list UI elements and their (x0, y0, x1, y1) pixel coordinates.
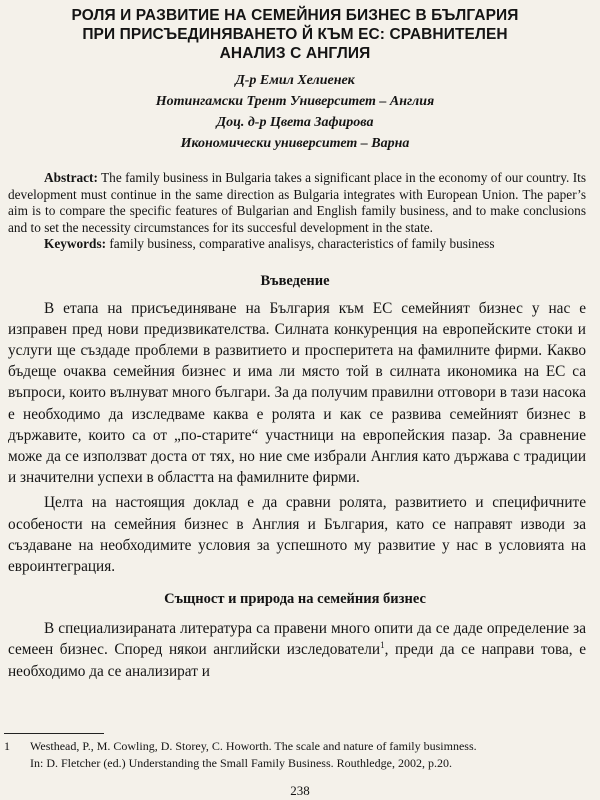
keywords-text: family business, comparative analisys, characteristics of family business (106, 236, 495, 251)
paper-title (4, 6, 586, 63)
abstract (8, 170, 586, 236)
body-paragraph: В етапа на присъединяване на България към ЕС семейният бизнес у нас е изправен пред нови предизвикателства. Силната конкуренция на европейските стоки и услуги ще създаде проблеми в развитието и просперитета на фамилните фирми. Какво бъдеще очаква семейния бизнес и има ли място той в силната икономика на ЕС са въпроси, които вълнуват много българи. За да получим правилни отговори в тази насока е необходимо да изследваме каква е ролята и как се развива семейният бизнес в държавите, които са от „по-старите“ участници на европейския пазар. За сравнение може да се използват доста от тях, но ние сме избрали Англия като държава с традиции и значителни успехи в областта на фамилните фирми. (8, 299, 586, 487)
author-affiliation: Нотингамски Трент Университет – Англия (155, 94, 435, 109)
body-paragraph: Целта на настоящия доклад е да сравни ролята, развитието и специфичните особености на семейния бизнес в Англия и България, като се направят изводи за създаване на необходимите условия за успешното му развитие у нас в условията на евроинтеграция. (8, 494, 586, 575)
abstract-text: The family business in Bulgaria takes a significant place in the economy of our country. Its development must continue in the same direction as Bulgaria integrates with European Union. The paper’s aim is to compare the specific features of Bulgarian and English family business, and to make conclusions and to set the necessity circumstances for its succesful development in the state. (8, 170, 586, 235)
title-line: ПРИ ПРИСЪЕДИНЯВАНЕТО Й КЪМ ЕС: СРАВНИТЕЛЕН (82, 26, 508, 43)
footnote (4, 738, 586, 771)
body-paragraph (8, 618, 586, 682)
footnote-text: Westhead, P., M. Cowling, D. Storey, C. Howorth. The scale and nature of family busimness. (30, 739, 477, 753)
author-name: Доц. д-р Цвета Зафирова (216, 115, 374, 130)
section-heading: Въведение (260, 272, 330, 289)
footnote-text: In: D. Fletcher (ed.) Understanding the Small Family Business. Routhledge, 2002, p.20. (30, 755, 452, 770)
title-line: АНАЛИЗ С АНГЛИЯ (219, 45, 371, 62)
keywords-label: Keywords: (44, 236, 107, 251)
footnote-number: 1 (4, 739, 10, 753)
keywords (8, 236, 586, 253)
author-name: Д-р Емил Хелиенек (235, 73, 355, 88)
section-heading: Същност и природа на семейния бизнес (164, 591, 426, 608)
footnote-marker[interactable]: 1 (380, 640, 385, 651)
footnote-divider (4, 733, 104, 734)
author-block (4, 70, 586, 154)
page-number: 238 (290, 783, 310, 798)
title-line: РОЛЯ И РАЗВИТИЕ НА СЕМЕЙНИЯ БИЗНЕС В БЪЛГАРИЯ (71, 7, 519, 24)
abstract-label: Abstract: (44, 170, 98, 185)
paragraph-text: , преди да се направи това, е необходимо да се анализират и (8, 641, 586, 680)
author-affiliation: Икономически университет – Варна (180, 136, 410, 151)
paragraph-text: В специализираната литература са правени много опити да се даде определение за семеен бизнес. Според някои английски изследователи (8, 620, 586, 659)
